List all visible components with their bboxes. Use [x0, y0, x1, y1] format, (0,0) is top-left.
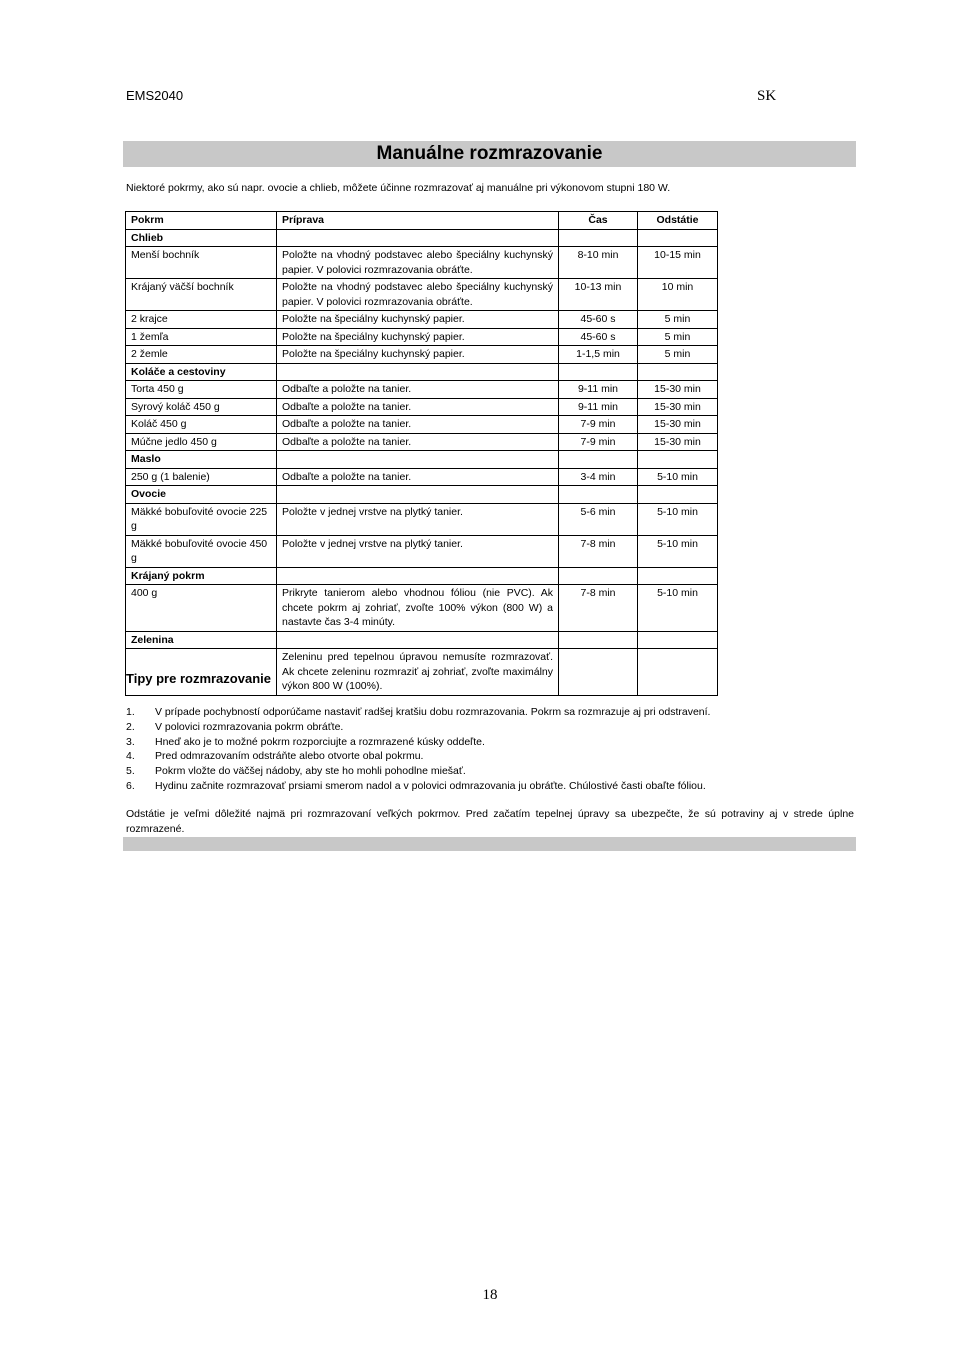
preparation-cell: Odbaľte a položte na tanier.	[277, 416, 559, 434]
language-code: SK	[757, 88, 777, 104]
list-item-text: V polovici rozmrazovania pokrm obráťte.	[155, 720, 344, 733]
list-item-number: 1.	[126, 706, 135, 718]
section-label: Koláče a cestoviny	[126, 363, 277, 381]
header-time: Čas	[559, 212, 638, 230]
preparation-cell: Zeleninu pred tepelnou úpravou nemusíte rozmrazovať. Ak chcete zeleninu rozmraziť aj zohriať, zvoľte maximálny výkon 800 W (100%).	[277, 649, 559, 696]
food-cell: Mäkké bobuľovité ovocie 225 g	[126, 503, 277, 535]
tips-heading: Tipy pre rozmrazovanie	[126, 671, 271, 686]
preparation-cell: Položte na špeciálny kuchynský papier.	[277, 346, 559, 364]
defrost-table-body	[126, 212, 718, 696]
table-header-row	[126, 212, 718, 230]
empty-cell	[559, 486, 638, 504]
empty-cell	[559, 229, 638, 247]
empty-cell	[277, 363, 559, 381]
empty-cell	[277, 567, 559, 585]
time-cell: 7-9 min	[559, 416, 638, 434]
table-section-row	[126, 229, 718, 247]
tips-list	[126, 705, 826, 794]
empty-cell	[277, 451, 559, 469]
list-item-number: 3.	[126, 735, 135, 748]
time-cell: 5-6 min	[559, 503, 638, 535]
preparation-cell: Prikryte tanierom alebo vhodnou fóliou (nie PVC). Ak chcete pokrm aj zohriať, zvoľte 100% výkon (800 W) a nastavte čas 3-4 minúty.	[277, 585, 559, 632]
section-label: Chlieb	[126, 229, 277, 247]
preparation-cell: Odbaľte a položte na tanier.	[277, 398, 559, 416]
title-bar	[123, 141, 856, 167]
standing-cell	[638, 649, 718, 696]
empty-cell	[277, 486, 559, 504]
list-item-number: 2.	[126, 720, 135, 733]
time-cell: 7-8 min	[559, 585, 638, 632]
list-item	[126, 720, 826, 735]
empty-cell	[277, 229, 559, 247]
empty-cell	[638, 567, 718, 585]
standing-cell: 15-30 min	[638, 398, 718, 416]
empty-cell	[559, 451, 638, 469]
preparation-cell: Odbaľte a položte na tanier.	[277, 468, 559, 486]
list-item-text: Hneď ako je to možné pokrm rozporciujte a rozmrazené kúsky oddeľte.	[155, 735, 485, 748]
empty-cell	[638, 486, 718, 504]
list-item-number: 6.	[126, 779, 135, 792]
empty-cell	[559, 363, 638, 381]
table-row	[126, 346, 718, 364]
preparation-cell: Odbaľte a položte na tanier.	[277, 381, 559, 399]
table-row	[126, 279, 718, 311]
food-cell: Torta 450 g	[126, 381, 277, 399]
food-cell: Mäkké bobuľovité ovocie 450 g	[126, 535, 277, 567]
preparation-cell: Položte v jednej vrstve na plytký tanier.	[277, 535, 559, 567]
food-cell: Syrový koláč 450 g	[126, 398, 277, 416]
table-row	[126, 535, 718, 567]
empty-cell	[638, 229, 718, 247]
food-cell: Koláč 450 g	[126, 416, 277, 434]
standing-cell: 10 min	[638, 279, 718, 311]
standing-cell: 5 min	[638, 311, 718, 329]
header-preparation: Príprava	[277, 212, 559, 230]
empty-cell	[638, 631, 718, 649]
table-row	[126, 416, 718, 434]
table-section-row	[126, 363, 718, 381]
bottom-bar	[123, 837, 856, 851]
time-cell: 1-1,5 min	[559, 346, 638, 364]
table-row	[126, 311, 718, 329]
preparation-cell: Položte v jednej vrstve na plytký tanier.	[277, 503, 559, 535]
time-cell: 45-60 s	[559, 311, 638, 329]
section-label: Ovocie	[126, 486, 277, 504]
list-item	[126, 779, 826, 794]
page-title: Manuálne rozmrazovanie	[376, 143, 603, 164]
table-section-row	[126, 451, 718, 469]
table-section-row	[126, 631, 718, 649]
table-row	[126, 398, 718, 416]
table-row	[126, 247, 718, 279]
empty-cell	[638, 451, 718, 469]
preparation-cell: Položte na vhodný podstavec alebo špeciálny kuchynský papier. V polovici rozmrazovania obráťte.	[277, 279, 559, 311]
time-cell: 45-60 s	[559, 328, 638, 346]
table-row	[126, 585, 718, 632]
preparation-cell: Položte na špeciálny kuchynský papier.	[277, 311, 559, 329]
standing-note: Odstátie je veľmi dôležité najmä pri rozmrazovaní veľkých pokrmov. Pred začatím tepelnej úpravy sa ubezpečte, že sú potraviny aj v strede úplne rozmrazené.	[126, 808, 854, 835]
table-row	[126, 468, 718, 486]
list-item-text: V prípade pochybností odporúčame nastaviť radšej kratšiu dobu rozmrazovania. Pokrm sa rozmrazuje aj pri odstravení.	[155, 706, 711, 718]
food-cell: Krájaný väčší bochník	[126, 279, 277, 311]
section-label: Zelenina	[126, 631, 277, 649]
food-cell: 250 g (1 balenie)	[126, 468, 277, 486]
food-cell: Múčne jedlo 450 g	[126, 433, 277, 451]
time-cell: 10-13 min	[559, 279, 638, 311]
standing-cell: 15-30 min	[638, 416, 718, 434]
empty-cell	[277, 631, 559, 649]
table-section-row	[126, 486, 718, 504]
preparation-cell: Odbaľte a položte na tanier.	[277, 433, 559, 451]
standing-cell: 5 min	[638, 328, 718, 346]
time-cell: 9-11 min	[559, 398, 638, 416]
time-cell: 3-4 min	[559, 468, 638, 486]
header-standing: Odstátie	[638, 212, 718, 230]
section-label: Maslo	[126, 451, 277, 469]
time-cell: 8-10 min	[559, 247, 638, 279]
list-item	[126, 735, 826, 750]
defrost-table	[125, 211, 718, 696]
food-cell: Menší bochník	[126, 247, 277, 279]
list-item	[126, 764, 826, 779]
standing-cell: 15-30 min	[638, 433, 718, 451]
list-item-number: 4.	[126, 750, 135, 763]
time-cell	[559, 649, 638, 696]
standing-cell: 15-30 min	[638, 381, 718, 399]
time-cell: 9-11 min	[559, 381, 638, 399]
time-cell: 7-8 min	[559, 535, 638, 567]
standing-cell: 5-10 min	[638, 585, 718, 632]
model-code: EMS2040	[126, 88, 184, 103]
empty-cell	[638, 363, 718, 381]
list-item	[126, 705, 826, 720]
empty-cell	[559, 631, 638, 649]
page-number: 18	[482, 1287, 498, 1303]
list-item-text: Hydinu začnite rozmrazovať prsiami smerom nadol a v polovici odmrazovania ju obráťte. Chúlostivé časti obaľte fóliou.	[155, 779, 706, 792]
list-item-text: Pred odmrazovaním odstráňte alebo otvorte obal pokrmu.	[155, 750, 424, 763]
food-cell: 2 krajce	[126, 311, 277, 329]
time-cell: 7-9 min	[559, 433, 638, 451]
table-row	[126, 328, 718, 346]
standing-cell: 5 min	[638, 346, 718, 364]
food-cell: 2 žemle	[126, 346, 277, 364]
table-row	[126, 381, 718, 399]
intro-text: Niektoré pokrmy, ako sú napr. ovocie a chlieb, môžete účinne rozmrazovať aj manuálne pri výkonovom stupni 180 W.	[126, 182, 671, 194]
header-food: Pokrm	[126, 212, 277, 230]
list-item-text: Pokrm vložte do väčšej nádoby, aby ste ho mohli pohodlne miešať.	[155, 765, 466, 778]
table-row	[126, 503, 718, 535]
standing-cell: 5-10 min	[638, 468, 718, 486]
table-row	[126, 433, 718, 451]
food-cell: 1 žemľa	[126, 328, 277, 346]
standing-cell: 5-10 min	[638, 535, 718, 567]
list-item-number: 5.	[126, 765, 135, 778]
standing-cell: 10-15 min	[638, 247, 718, 279]
food-cell: 400 g	[126, 585, 277, 632]
standing-cell: 5-10 min	[638, 503, 718, 535]
list-item	[126, 749, 826, 764]
table-section-row	[126, 567, 718, 585]
section-label: Krájaný pokrm	[126, 567, 277, 585]
preparation-cell: Položte na špeciálny kuchynský papier.	[277, 328, 559, 346]
empty-cell	[559, 567, 638, 585]
preparation-cell: Položte na vhodný podstavec alebo špeciálny kuchynský papier. V polovici rozmrazovania obráťte.	[277, 247, 559, 279]
